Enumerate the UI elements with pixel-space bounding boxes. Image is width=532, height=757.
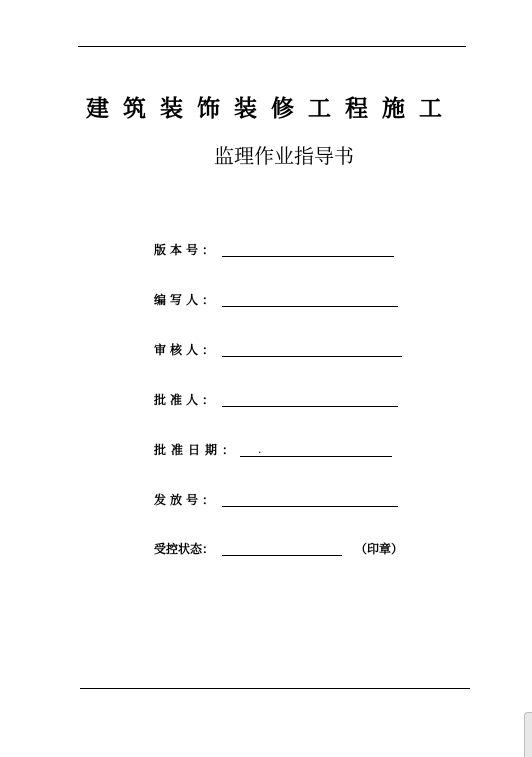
approval-date-label: 批准日期： <box>154 443 240 457</box>
author-blank-line <box>222 306 398 307</box>
date-separator: . <box>258 443 262 456</box>
controlled-status-label: 受控状态： <box>154 542 215 556</box>
version-label: 版本号： <box>154 243 219 257</box>
issue-number-label: 发放号： <box>154 493 219 507</box>
seal-note: （印章） <box>355 542 404 556</box>
author-label: 编写人： <box>154 293 219 307</box>
approver-blank-line <box>222 406 398 407</box>
approval-date-blank-line <box>240 456 392 457</box>
footer-rule <box>80 688 470 689</box>
version-blank-line <box>222 256 394 257</box>
header-rule <box>78 46 466 47</box>
reviewer-blank-line <box>222 356 402 357</box>
issue-number-blank-line <box>222 506 398 507</box>
document-subtitle: 监理作业指导书 <box>214 144 354 168</box>
reviewer-label: 审核人： <box>154 343 219 357</box>
controlled-status-blank-line <box>222 555 342 556</box>
scrollbar-handle[interactable] <box>524 712 532 757</box>
approver-label: 批准人： <box>154 393 219 407</box>
document-title: 建筑装饰装修工程施工 <box>86 95 456 122</box>
